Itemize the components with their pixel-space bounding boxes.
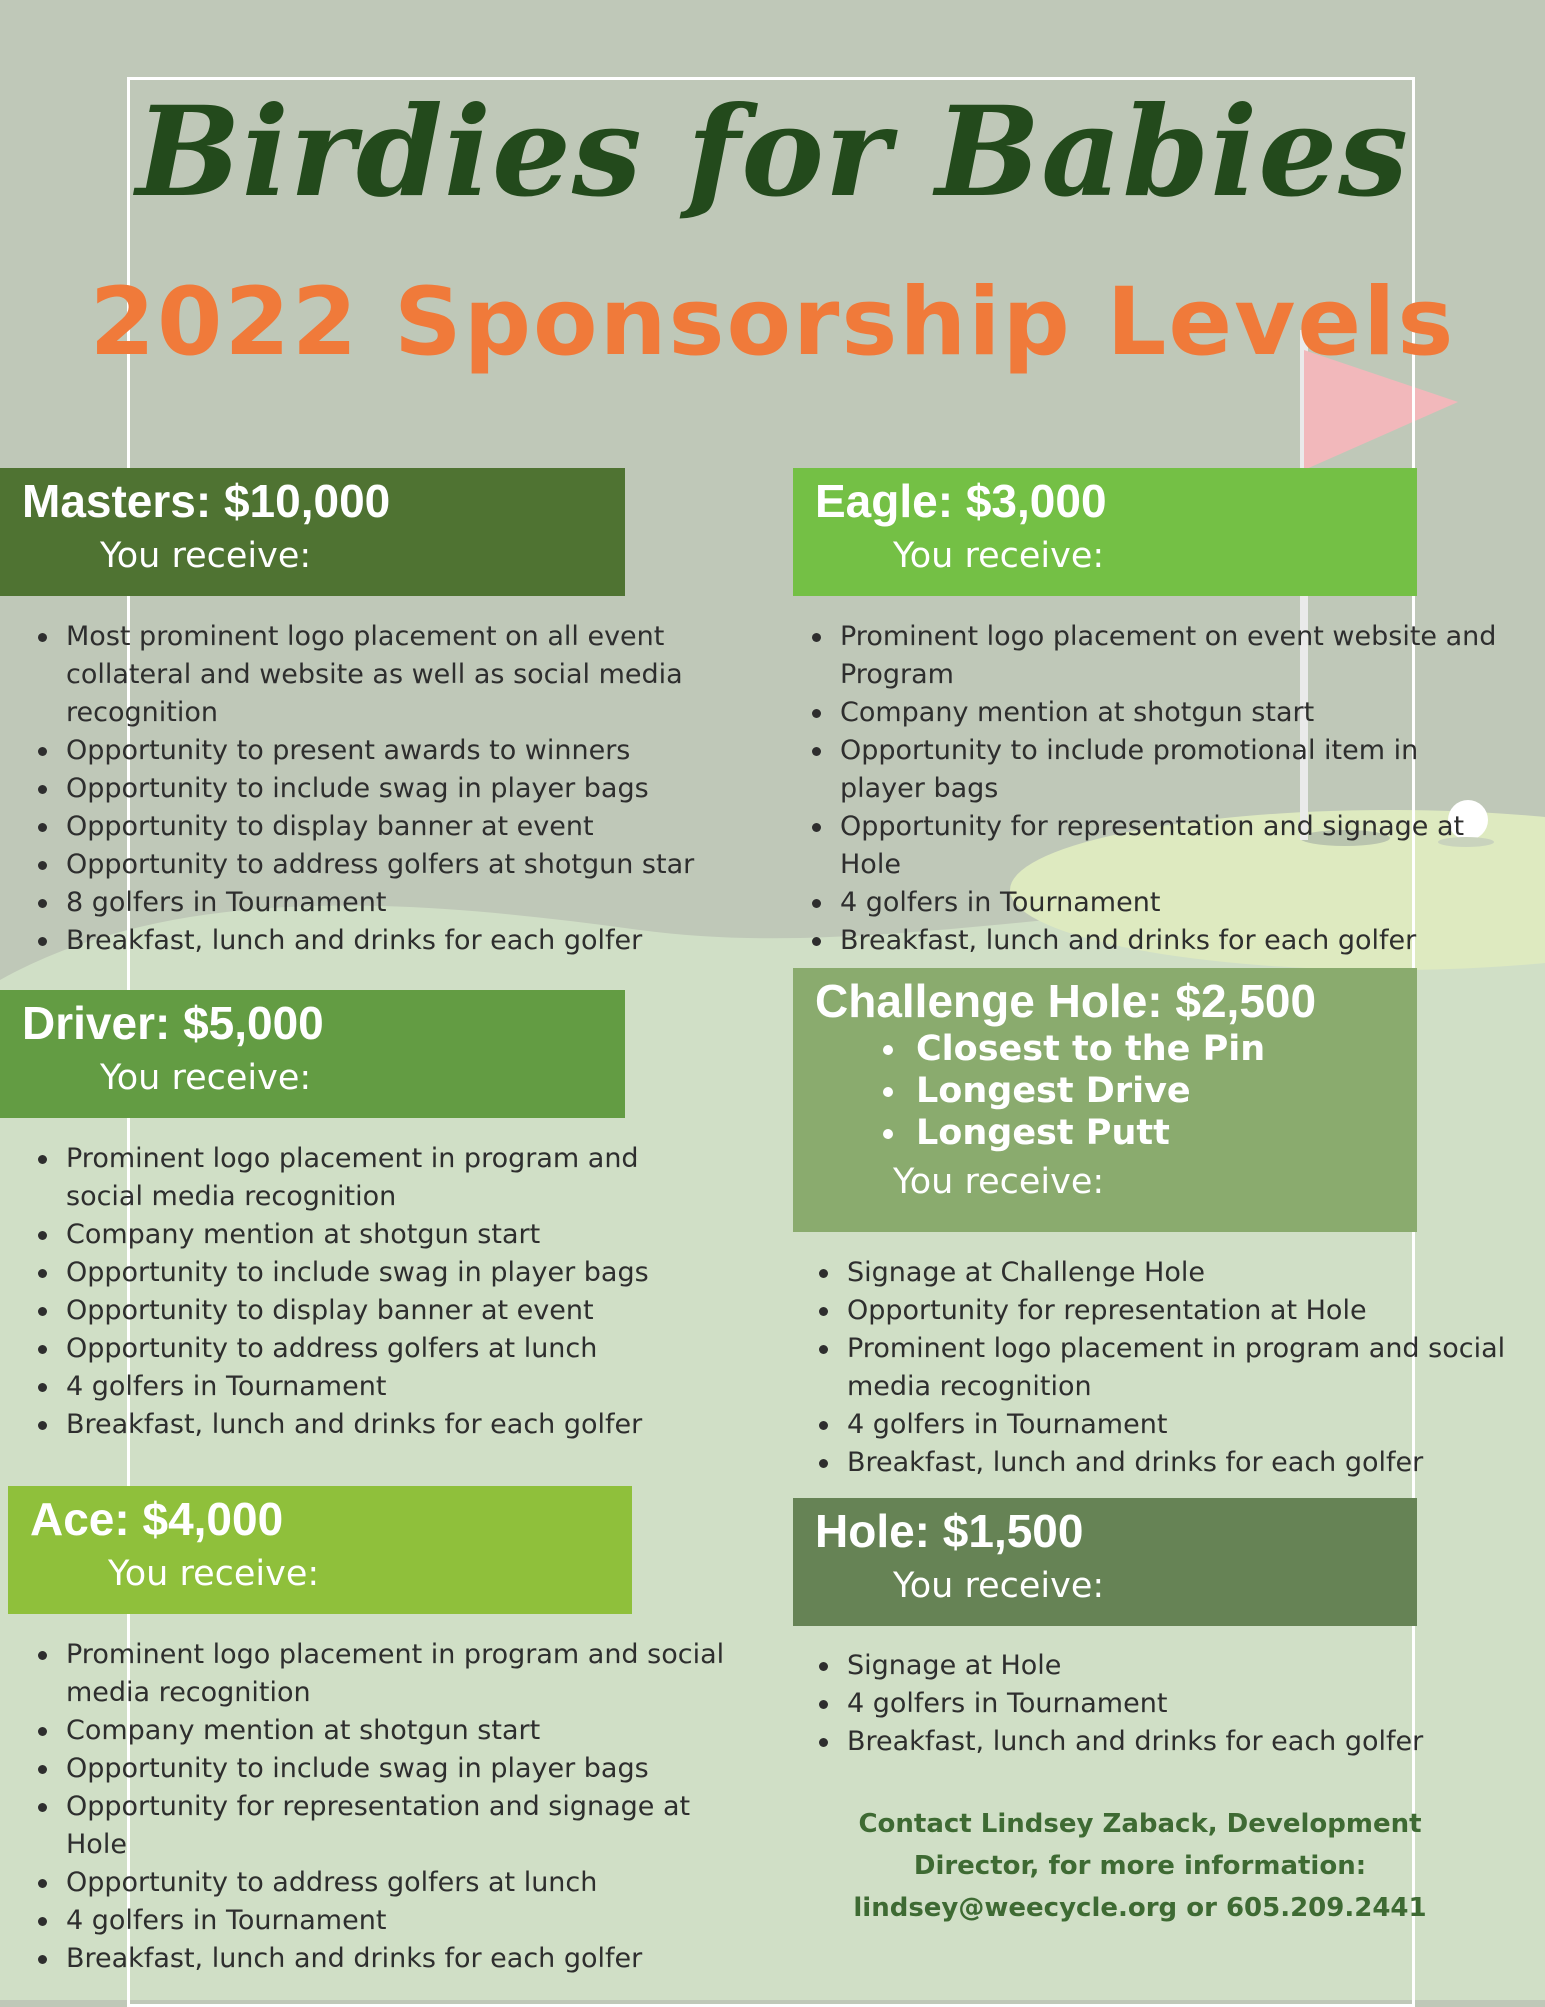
list-item: Opportunity for representation and signage at Hole	[32, 1788, 732, 1864]
list-item: Opportunity for representation and signage at Hole	[806, 808, 1506, 884]
list-item: Opportunity to address golfers at lunch	[32, 1330, 712, 1368]
eagle-header	[793, 468, 1417, 596]
list-item: Company mention at shotgun start	[32, 1216, 712, 1254]
hole-level: Hole: $1,500	[815, 1505, 1084, 1557]
page-title: Birdies for Babies	[135, 80, 1410, 225]
eagle-receive: You receive:	[893, 536, 1105, 576]
ace-header	[8, 1486, 632, 1614]
challenge-level: Challenge Hole: $2,500	[815, 975, 1317, 1027]
driver-perks	[32, 1140, 712, 1444]
ace-level: Ace: $4,000	[30, 1493, 284, 1545]
list-item: Longest Putt	[880, 1112, 1265, 1154]
list-item: Opportunity to address golfers at lunch	[32, 1864, 732, 1902]
list-item: Closest to the Pin	[880, 1028, 1265, 1070]
list-item: Company mention at shotgun start	[806, 694, 1506, 732]
masters-level: Masters: $10,000	[22, 475, 391, 527]
hole-receive: You receive:	[893, 1566, 1105, 1606]
list-item: Opportunity to display banner at event	[32, 1292, 712, 1330]
list-item: 4 golfers in Tournament	[32, 1368, 712, 1406]
driver-level: Driver: $5,000	[22, 997, 324, 1049]
challenge-options	[880, 1028, 1265, 1154]
eagle-perks	[806, 618, 1506, 960]
list-item: Opportunity to include swag in player bags	[32, 1750, 732, 1788]
list-item: Prominent logo placement in program and social media recognition	[32, 1140, 712, 1216]
hole-perks	[813, 1647, 1513, 1761]
contact-line: Director, for more information:	[913, 1851, 1367, 1881]
challenge-receive: You receive:	[893, 1162, 1105, 1202]
masters-perks	[32, 618, 732, 960]
ace-receive: You receive:	[108, 1554, 320, 1594]
eagle-level: Eagle: $3,000	[815, 475, 1107, 527]
list-item: Breakfast, lunch and drinks for each golfer	[32, 1406, 712, 1444]
list-item: Longest Drive	[880, 1070, 1265, 1112]
list-item: Breakfast, lunch and drinks for each golfer	[32, 922, 732, 960]
list-item: Opportunity to display banner at event	[32, 808, 732, 846]
list-item: Signage at Hole	[813, 1647, 1513, 1685]
list-item: Company mention at shotgun start	[32, 1712, 732, 1750]
list-item: Most prominent logo placement on all event collateral and website as well as social media recognition	[32, 618, 732, 732]
list-item: 4 golfers in Tournament	[813, 1406, 1513, 1444]
hole-header	[793, 1498, 1417, 1626]
list-item: Breakfast, lunch and drinks for each golfer	[813, 1444, 1513, 1482]
list-item: Opportunity to address golfers at shotgun star	[32, 846, 732, 884]
list-item: 4 golfers in Tournament	[32, 1902, 732, 1940]
list-item: Opportunity to include swag in player bags	[32, 1254, 712, 1292]
challenge-perks	[813, 1254, 1513, 1482]
list-item: Opportunity to include promotional item in player bags	[806, 732, 1506, 808]
contact-email-phone[interactable]: lindsey@weecycle.org or 605.209.2441	[853, 1893, 1427, 1923]
list-item: Signage at Challenge Hole	[813, 1254, 1513, 1292]
contact-line: Contact Lindsey Zaback, Development	[858, 1809, 1422, 1839]
list-item: 4 golfers in Tournament	[813, 1685, 1513, 1723]
contact-info	[830, 1803, 1450, 1929]
masters-receive: You receive:	[100, 536, 312, 576]
driver-receive: You receive:	[100, 1058, 312, 1098]
list-item: Opportunity for representation at Hole	[813, 1292, 1513, 1330]
list-item: Opportunity to include swag in player bags	[32, 770, 732, 808]
ace-perks	[32, 1636, 732, 1978]
list-item: Breakfast, lunch and drinks for each golfer	[806, 922, 1506, 960]
list-item: Prominent logo placement in program and social media recognition	[32, 1636, 732, 1712]
list-item: 4 golfers in Tournament	[806, 884, 1506, 922]
list-item: Breakfast, lunch and drinks for each golfer	[813, 1723, 1513, 1761]
list-item: Breakfast, lunch and drinks for each golfer	[32, 1940, 732, 1978]
list-item: Prominent logo placement on event website and Program	[806, 618, 1506, 694]
list-item: Prominent logo placement in program and social media recognition	[813, 1330, 1513, 1406]
page-subtitle: 2022 Sponsorship Levels	[89, 268, 1456, 377]
masters-header	[0, 468, 625, 596]
list-item: Opportunity to present awards to winners	[32, 732, 732, 770]
list-item: 8 golfers in Tournament	[32, 884, 732, 922]
driver-header	[0, 990, 625, 1118]
